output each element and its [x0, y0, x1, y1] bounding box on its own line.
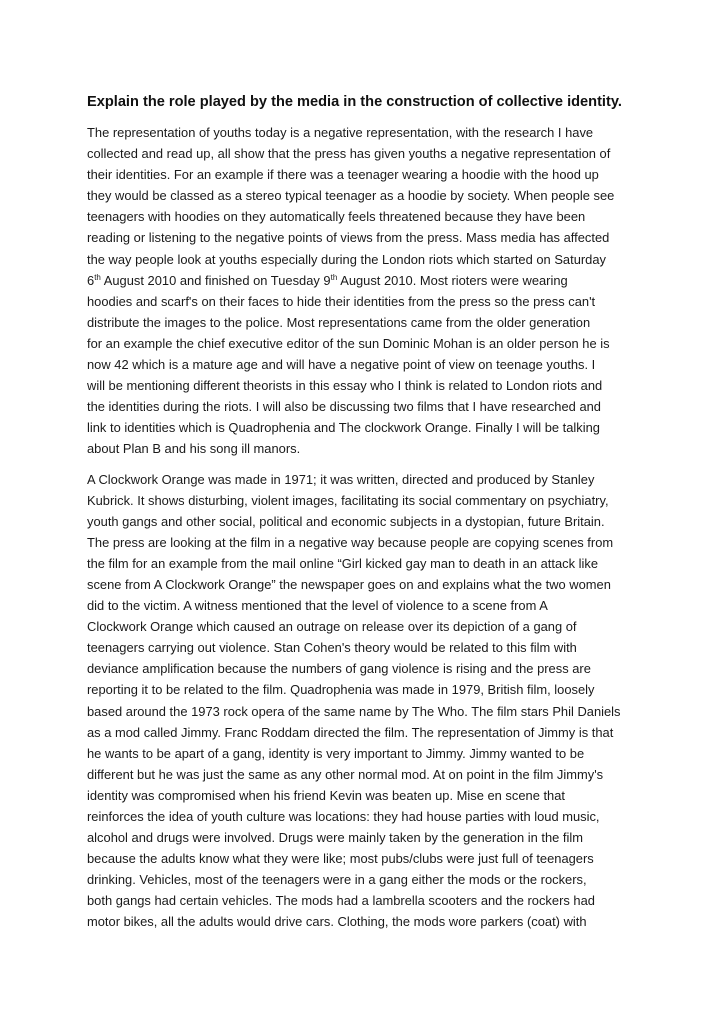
text-line: they would be classed as a stereo typical teenager as a hoodie by society. When people see	[87, 188, 615, 204]
text-line: The representation of youths today is a negative representation, with the research I have	[87, 125, 594, 140]
text-line: The press are looking at the film in a negative way because people are copying scenes from	[87, 534, 614, 550]
text-line: motor bikes, all the adults would drive cars. Clothing, the mods wore parkers (coat) with	[87, 914, 587, 930]
superscript: th	[330, 272, 338, 282]
text-line: Kubrick. It shows disturbing, violent images, facilitating its social commentary on psychiatry,	[87, 492, 609, 508]
text-line: the identities during the riots. I will also be discussing two films that I have researched and	[87, 399, 601, 415]
paragraph	[87, 469, 647, 933]
text-line: did to the victim. A witness mentioned that the level of violence to a scene from A	[87, 598, 548, 614]
text-line: alcohol and drugs were involved. Drugs were mainly taken by the generation in the film	[87, 830, 583, 846]
text-line: for an example the chief executive editor of the sun Dominic Mohan is an older person he is	[87, 335, 610, 351]
text-segment: August 2010. Most rioters were wearing	[337, 272, 568, 288]
text-line: because the adults know what they were like; most pubs/clubs were just full of teenagers	[87, 851, 594, 867]
text-line: based around the 1973 rock opera of the same name by The Who. The film stars Phil Daniels	[87, 703, 621, 719]
text-line: deviance amplification because the numbers of gang violence is rising and the press are	[87, 661, 591, 677]
text-line: hoodies and scarf's on their faces to hide their identities from the press so the press can't	[87, 293, 596, 309]
text-segment: 6	[87, 272, 95, 288]
text-line: collected and read up, all show that the press has given youths a negative representation of	[87, 146, 611, 162]
text-line: he wants to be apart of a gang, identity is very important to Jimmy. Jimmy wanted to be	[87, 745, 585, 761]
text-line: different but he was just the same as any other normal mod. At on point in the film Jimmy's	[87, 766, 604, 782]
paragraph	[87, 122, 647, 460]
text-line: A Clockwork Orange was made in 1971; it was written, directed and produced by Stanley	[87, 471, 595, 487]
text-line: reading or listening to the negative points of views from the press. Mass media has affected	[87, 230, 610, 246]
text-line: scene from A Clockwork Orange” the newspaper goes on and explains what the two women	[87, 576, 611, 592]
text-line: the way people look at youths especially during the London riots which started on Saturday	[87, 251, 606, 267]
text-line: the film for an example from the mail online “Girl kicked gay man to death in an attack like	[87, 555, 599, 571]
text-line: reporting it to be related to the film. Quadrophenia was made in 1979, British film, loosely	[87, 682, 595, 698]
text-line: both gangs had certain vehicles. The mods had a lambrella scooters and the rockers had	[87, 893, 595, 909]
text-line: distribute the images to the police. Most representations came from the older generation	[87, 314, 591, 330]
text-line: their identities. For an example if there was a teenager wearing a hoodie with the hood up	[87, 167, 599, 183]
document-page	[87, 92, 647, 942]
essay-body	[87, 122, 647, 933]
text-line	[87, 270, 647, 291]
text-line: teenagers carrying out violence. Stan Cohen's theory would be related to this film with	[87, 640, 577, 656]
text-line: will be mentioning different theorists in this essay who I think is related to London riots and	[87, 378, 603, 394]
text-line: as a mod called Jimmy. Franc Roddam directed the film. The representation of Jimmy is that	[87, 724, 614, 740]
superscript: th	[94, 272, 101, 282]
text-segment: August 2010 and finished on Tuesday 9	[100, 272, 331, 288]
text-line: link to identities which is Quadrophenia and The clockwork Orange. Finally I will be talking	[87, 420, 600, 436]
text-line: teenagers with hoodies on they automatically feels threatened because they have been	[87, 209, 586, 225]
text-line: identity was compromised when his friend Kevin was beaten up. Mise en scene that	[87, 787, 566, 803]
text-line: youth gangs and other social, political and economic subjects in a dystopian, future Britain.	[87, 513, 605, 529]
text-line: drinking. Vehicles, most of the teenagers were in a gang either the mods or the rockers,	[87, 872, 587, 888]
text-line: about Plan B and his song ill manors.	[87, 441, 301, 457]
text-line: reinforces the idea of youth culture was locations: they had house parties with loud music,	[87, 809, 600, 824]
text-line: now 42 which is a mature age and will have a negative point of view on teenage youths. I	[87, 357, 596, 373]
text-line: Clockwork Orange which caused an outrage on release over its depiction of a gang of	[87, 619, 577, 635]
essay-title: Explain the role played by the media in the construction of collective identity.	[87, 94, 622, 110]
